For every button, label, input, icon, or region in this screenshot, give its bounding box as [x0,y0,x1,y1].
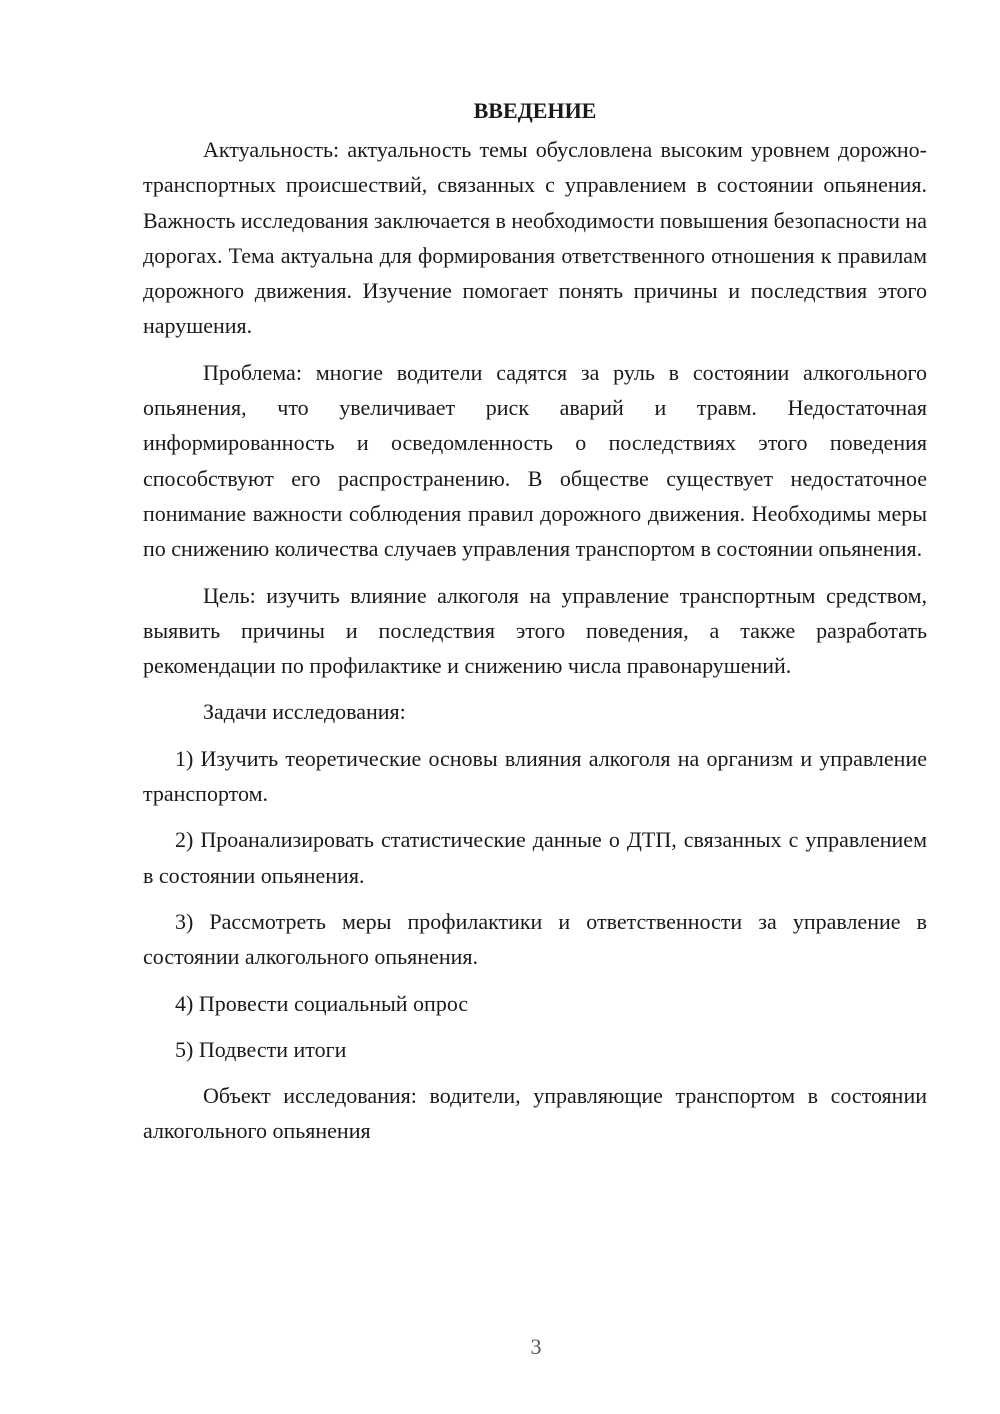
task-item-1: 1) Изучить теоретические основы влияния алкоголя на организм и управление транспортом. [143,745,927,807]
page-number: 3 [530,1334,542,1359]
paragraph-goal: Цель: изучить влияние алкоголя на управление транспортным средством, выявить причины и последствия этого поведения, а также разработать рекомендации по профилактике и снижению числа правонарушений. [143,582,927,679]
task-item-3: 3) Рассмотреть меры профилактики и ответственности за управление в состоянии алкогольного опьянения. [143,908,927,970]
task-item-2: 2) Проанализировать статистические данные о ДТП, связанных с управлением в состоянии опьянения. [143,827,927,888]
task-item-5: 5) Подвести итоги [175,1036,347,1062]
paragraph-relevance: Актуальность: актуальность темы обусловлена высоким уровнем дорожно-транспортных происшествий, связанных с управлением в состоянии опьянения. Важность исследования заключается в необходимости повышения безопасности на дорогах. Тема актуальна для формирования ответственного отношения к правилам дорожного движения. Изучение помогает понять причины и последствия этого нарушения. [143,137,927,339]
paragraph-tasks-heading: Задачи исследования: [203,699,406,725]
page-content [143,93,927,1149]
task-item-4: 4) Провести социальный опрос [175,990,469,1016]
paragraph-problem: Проблема: многие водители садятся за руль в состоянии алкогольного опьянения, что увеличивает риск аварий и травм. Недостаточная информированность и осведомленность о последствиях этого поведения способствуют его распространению. В обществе существует недостаточное понимание важности соблюдения правил дорожного движения. Необходимы меры по снижению количества случаев управления транспортом в состоянии опьянения. [143,359,927,562]
section-title: ВВЕДЕНИЕ [473,98,597,123]
paragraph-object: Объект исследования: водители, управляющие транспортом в состоянии алкогольного опьянения [143,1083,927,1144]
